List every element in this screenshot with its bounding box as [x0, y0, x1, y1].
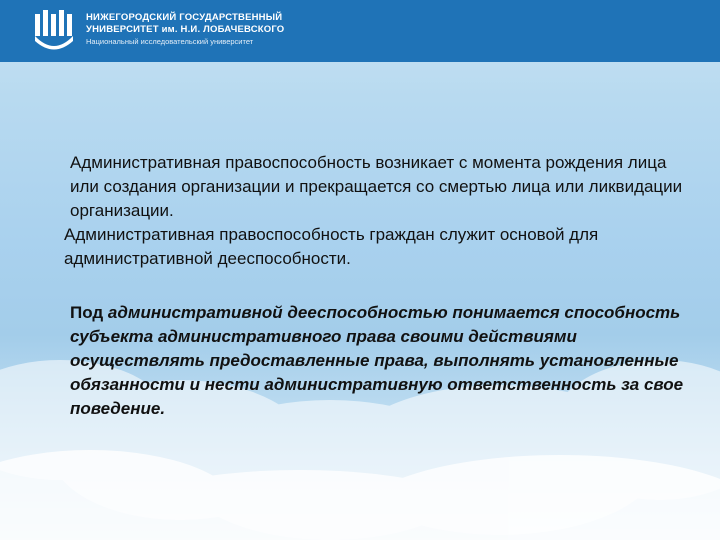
header-bar: [0, 0, 720, 62]
definition-text: административной дееспособностью понимается способность субъекта административного права своими действиями осуществлять предоставленные права, выполнять установленные обязанности и нести административную ответственность за свое поведение.: [70, 303, 684, 418]
university-name-line2: УНИВЕРСИТЕТ им. Н.И. ЛОБАЧЕВСКОГО: [86, 24, 285, 35]
university-name-line1: НИЖЕГОРОДСКИЙ ГОСУДАРСТВЕННЫЙ: [86, 12, 283, 23]
university-subtitle: Национальный исследовательский университет: [86, 37, 254, 46]
university-name: [86, 12, 284, 47]
university-logo-icon: [33, 8, 75, 52]
paragraph-legal-capacity: Административная правоспособность возникает с момента рождения лица или создания организации и прекращается со смертью лица или ликвидации организации.: [70, 153, 683, 220]
paragraph-citizens-capacity: Административная правоспособность граждан служит основой для административной дееспособности.: [64, 225, 599, 268]
definition-intro: Под: [70, 303, 104, 322]
paragraph-definition: [70, 301, 700, 421]
slide-body: [60, 151, 700, 421]
